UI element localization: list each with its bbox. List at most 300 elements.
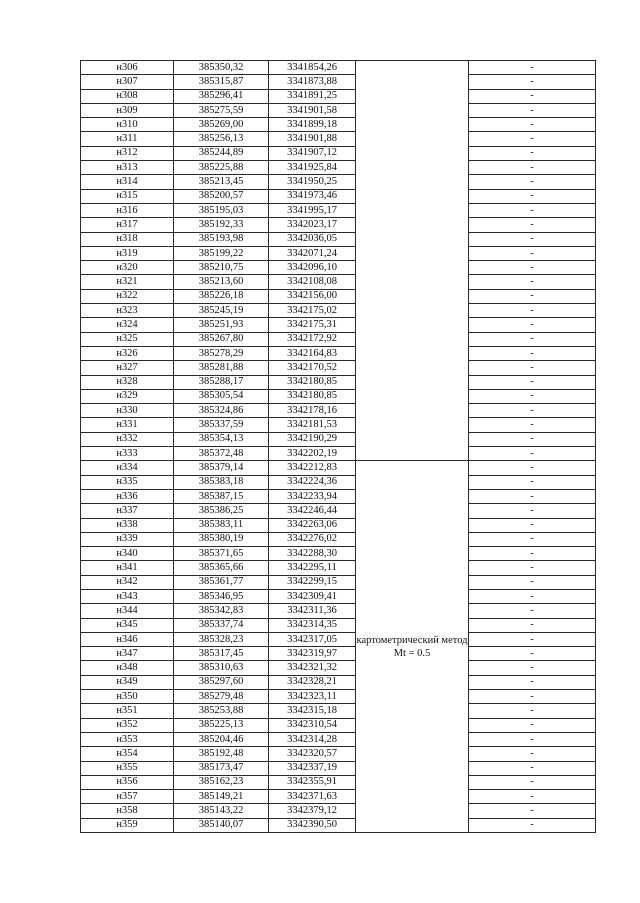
description-cell xyxy=(469,589,596,603)
description-dash: - xyxy=(530,447,534,459)
y-coordinate-cell: 3342178,16 xyxy=(269,404,356,418)
description-cell xyxy=(469,132,596,146)
y-coordinate-cell: 3342276,02 xyxy=(269,532,356,546)
y-coordinate-cell: 3342224,36 xyxy=(269,475,356,489)
table-row xyxy=(81,218,596,232)
y-coordinate-cell: 3342023,17 xyxy=(269,218,356,232)
point-id-cell: н350 xyxy=(81,690,174,704)
y-coordinate-cell: 3342156,00 xyxy=(269,289,356,303)
description-dash: - xyxy=(530,719,534,731)
description-cell xyxy=(469,804,596,818)
y-coordinate-cell: 3342310,54 xyxy=(269,718,356,732)
description-cell xyxy=(469,732,596,746)
point-id-cell: н308 xyxy=(81,89,174,103)
description-cell xyxy=(469,647,596,661)
y-coordinate-cell: 3342108,08 xyxy=(269,275,356,289)
table-row xyxy=(81,475,596,489)
table-row xyxy=(81,618,596,632)
point-id-cell: н314 xyxy=(81,175,174,189)
point-id-cell: н335 xyxy=(81,475,174,489)
description-dash: - xyxy=(530,233,534,245)
description-dash: - xyxy=(530,590,534,602)
description-dash: - xyxy=(530,318,534,330)
y-coordinate-cell: 3341901,58 xyxy=(269,103,356,117)
description-dash: - xyxy=(530,347,534,359)
point-id-cell: н312 xyxy=(81,146,174,160)
description-cell xyxy=(469,747,596,761)
point-id-cell: н345 xyxy=(81,618,174,632)
table-row xyxy=(81,489,596,503)
description-dash: - xyxy=(530,276,534,288)
description-cell xyxy=(469,761,596,775)
description-cell xyxy=(469,289,596,303)
description-cell xyxy=(469,361,596,375)
y-coordinate-cell: 3342096,10 xyxy=(269,261,356,275)
x-coordinate-cell: 385278,29 xyxy=(174,346,269,360)
description-cell xyxy=(469,275,596,289)
y-coordinate-cell: 3342371,63 xyxy=(269,790,356,804)
description-cell xyxy=(469,575,596,589)
description-dash: - xyxy=(530,361,534,373)
table-row xyxy=(81,704,596,718)
x-coordinate-cell: 385365,66 xyxy=(174,561,269,575)
table-row xyxy=(81,818,596,832)
description-dash: - xyxy=(530,90,534,102)
x-coordinate-cell: 385317,45 xyxy=(174,647,269,661)
point-id-cell: н356 xyxy=(81,775,174,789)
point-id-cell: н343 xyxy=(81,589,174,603)
description-cell xyxy=(469,690,596,704)
x-coordinate-cell: 385226,18 xyxy=(174,289,269,303)
table-row xyxy=(81,146,596,160)
table-row xyxy=(81,690,596,704)
y-coordinate-cell: 3342263,06 xyxy=(269,518,356,532)
description-cell xyxy=(469,532,596,546)
description-dash: - xyxy=(530,733,534,745)
description-cell xyxy=(469,461,596,475)
y-coordinate-cell: 3342311,36 xyxy=(269,604,356,618)
y-coordinate-cell: 3341873,88 xyxy=(269,75,356,89)
point-id-cell: н340 xyxy=(81,547,174,561)
y-coordinate-cell: 3342317,05 xyxy=(269,632,356,646)
description-dash: - xyxy=(530,333,534,345)
point-id-cell: н342 xyxy=(81,575,174,589)
point-id-cell: н353 xyxy=(81,732,174,746)
description-cell xyxy=(469,261,596,275)
y-coordinate-cell: 3342295,11 xyxy=(269,561,356,575)
y-coordinate-cell: 3341901,88 xyxy=(269,132,356,146)
y-coordinate-cell: 3342172,92 xyxy=(269,332,356,346)
point-id-cell: н352 xyxy=(81,718,174,732)
description-dash: - xyxy=(530,705,534,716)
description-cell xyxy=(469,218,596,232)
table-row xyxy=(81,361,596,375)
description-cell xyxy=(469,389,596,403)
point-id-cell: н337 xyxy=(81,504,174,518)
point-id-cell: н324 xyxy=(81,318,174,332)
y-coordinate-cell: 3342319,97 xyxy=(269,647,356,661)
description-dash: - xyxy=(530,647,534,659)
y-coordinate-cell: 3342288,30 xyxy=(269,547,356,561)
description-dash: - xyxy=(530,204,534,216)
point-id-cell: н338 xyxy=(81,518,174,532)
description-dash: - xyxy=(530,176,534,188)
description-dash: - xyxy=(530,190,534,202)
table-row xyxy=(81,790,596,804)
description-cell xyxy=(469,518,596,532)
y-coordinate-cell: 3342202,19 xyxy=(269,447,356,461)
y-coordinate-cell: 3342390,50 xyxy=(269,818,356,832)
table-row xyxy=(81,118,596,132)
description-dash: - xyxy=(530,762,534,774)
description-dash: - xyxy=(530,576,534,588)
y-coordinate-cell: 3342337,19 xyxy=(269,761,356,775)
x-coordinate-cell: 385213,60 xyxy=(174,275,269,289)
x-coordinate-cell: 385244,89 xyxy=(174,146,269,160)
table-row xyxy=(81,232,596,246)
description-dash: - xyxy=(530,819,534,831)
point-id-cell: н315 xyxy=(81,189,174,203)
x-coordinate-cell: 385310,63 xyxy=(174,661,269,675)
x-coordinate-cell: 385380,19 xyxy=(174,532,269,546)
y-coordinate-cell: 3341907,12 xyxy=(269,146,356,160)
table-row xyxy=(81,404,596,418)
y-coordinate-cell: 3342164,83 xyxy=(269,346,356,360)
point-id-cell: н358 xyxy=(81,804,174,818)
description-dash: - xyxy=(530,133,534,145)
description-dash: - xyxy=(530,519,534,531)
point-id-cell: н328 xyxy=(81,375,174,389)
x-coordinate-cell: 385269,00 xyxy=(174,118,269,132)
table-row xyxy=(81,561,596,575)
y-coordinate-cell: 3342315,18 xyxy=(269,704,356,718)
y-coordinate-cell: 3342180,85 xyxy=(269,375,356,389)
table-row xyxy=(81,675,596,689)
description-cell xyxy=(469,604,596,618)
x-coordinate-cell: 385350,32 xyxy=(174,61,269,75)
description-dash: - xyxy=(530,776,534,788)
table-row xyxy=(81,203,596,217)
x-coordinate-cell: 385140,07 xyxy=(174,818,269,832)
description-cell xyxy=(469,103,596,117)
table-row xyxy=(81,61,596,75)
x-coordinate-cell: 385281,88 xyxy=(174,361,269,375)
description-cell xyxy=(469,304,596,318)
table-row xyxy=(81,289,596,303)
y-coordinate-cell: 3342212,83 xyxy=(269,461,356,475)
description-dash: - xyxy=(530,390,534,402)
table-row xyxy=(81,589,596,603)
x-coordinate-cell: 385288,17 xyxy=(174,375,269,389)
y-coordinate-cell: 3342379,12 xyxy=(269,804,356,818)
table-row xyxy=(81,632,596,646)
point-id-cell: н306 xyxy=(81,61,174,75)
description-cell xyxy=(469,332,596,346)
description-dash: - xyxy=(530,75,534,87)
x-coordinate-cell: 385383,18 xyxy=(174,475,269,489)
table-row xyxy=(81,447,596,461)
x-coordinate-cell: 385387,15 xyxy=(174,489,269,503)
description-cell xyxy=(469,547,596,561)
coordinates-table-body xyxy=(81,61,596,833)
description-cell xyxy=(469,89,596,103)
y-coordinate-cell: 3342233,94 xyxy=(269,489,356,503)
description-cell xyxy=(469,404,596,418)
x-coordinate-cell: 385210,75 xyxy=(174,261,269,275)
point-id-cell: н332 xyxy=(81,432,174,446)
point-id-cell: н313 xyxy=(81,161,174,175)
table-row xyxy=(81,161,596,175)
description-cell xyxy=(469,203,596,217)
table-row xyxy=(81,75,596,89)
y-coordinate-cell: 3341891,25 xyxy=(269,89,356,103)
description-dash: - xyxy=(530,690,534,702)
table-row xyxy=(81,661,596,675)
point-id-cell: н319 xyxy=(81,246,174,260)
description-dash: - xyxy=(530,562,534,574)
y-coordinate-cell: 3341973,46 xyxy=(269,189,356,203)
description-dash: - xyxy=(530,161,534,173)
description-cell xyxy=(469,447,596,461)
table-row xyxy=(81,332,596,346)
y-coordinate-cell: 3342181,53 xyxy=(269,418,356,432)
y-coordinate-cell: 3342314,28 xyxy=(269,732,356,746)
x-coordinate-cell: 385337,74 xyxy=(174,618,269,632)
description-dash: - xyxy=(530,604,534,616)
description-cell xyxy=(469,189,596,203)
coordinates-table xyxy=(80,60,596,833)
table-row xyxy=(81,804,596,818)
description-dash: - xyxy=(530,490,534,502)
point-id-cell: н316 xyxy=(81,203,174,217)
description-dash: - xyxy=(530,147,534,159)
y-coordinate-cell: 3342321,32 xyxy=(269,661,356,675)
y-coordinate-cell: 3342175,31 xyxy=(269,318,356,332)
description-dash: - xyxy=(530,290,534,302)
x-coordinate-cell: 385193,98 xyxy=(174,232,269,246)
description-cell xyxy=(469,675,596,689)
table-row xyxy=(81,575,596,589)
table-row xyxy=(81,747,596,761)
description-cell xyxy=(469,61,596,75)
description-dash: - xyxy=(530,633,534,645)
x-coordinate-cell: 385162,23 xyxy=(174,775,269,789)
description-cell xyxy=(469,232,596,246)
point-id-cell: н325 xyxy=(81,332,174,346)
point-id-cell: н318 xyxy=(81,232,174,246)
description-cell xyxy=(469,818,596,832)
point-id-cell: н351 xyxy=(81,704,174,718)
y-coordinate-cell: 3342299,15 xyxy=(269,575,356,589)
description-cell xyxy=(469,704,596,718)
y-coordinate-cell: 3342180,85 xyxy=(269,389,356,403)
description-dash: - xyxy=(530,104,534,116)
point-id-cell: н341 xyxy=(81,561,174,575)
description-dash: - xyxy=(530,461,534,473)
x-coordinate-cell: 385305,54 xyxy=(174,389,269,403)
x-coordinate-cell: 385253,88 xyxy=(174,704,269,718)
x-coordinate-cell: 385297,60 xyxy=(174,675,269,689)
description-cell xyxy=(469,432,596,446)
point-id-cell: н322 xyxy=(81,289,174,303)
table-row xyxy=(81,304,596,318)
description-cell xyxy=(469,561,596,575)
x-coordinate-cell: 385256,13 xyxy=(174,132,269,146)
description-cell xyxy=(469,418,596,432)
description-cell xyxy=(469,790,596,804)
x-coordinate-cell: 385143,22 xyxy=(174,804,269,818)
y-coordinate-cell: 3342328,21 xyxy=(269,675,356,689)
description-dash: - xyxy=(530,533,534,545)
x-coordinate-cell: 385337,59 xyxy=(174,418,269,432)
point-id-cell: н310 xyxy=(81,118,174,132)
y-coordinate-cell: 3342314,35 xyxy=(269,618,356,632)
x-coordinate-cell: 385386,25 xyxy=(174,504,269,518)
y-coordinate-cell: 3341950,25 xyxy=(269,175,356,189)
description-dash: - xyxy=(530,619,534,631)
description-dash: - xyxy=(530,118,534,130)
description-cell xyxy=(469,118,596,132)
x-coordinate-cell: 385324,86 xyxy=(174,404,269,418)
method-cell-upper xyxy=(356,61,469,461)
description-cell xyxy=(469,246,596,260)
table-row xyxy=(81,318,596,332)
description-dash: - xyxy=(530,676,534,688)
y-coordinate-cell: 3342190,29 xyxy=(269,432,356,446)
table-row xyxy=(81,761,596,775)
x-coordinate-cell: 385354,13 xyxy=(174,432,269,446)
description-cell xyxy=(469,618,596,632)
x-coordinate-cell: 385275,59 xyxy=(174,103,269,117)
x-coordinate-cell: 385173,47 xyxy=(174,761,269,775)
point-id-cell: н349 xyxy=(81,675,174,689)
description-cell xyxy=(469,489,596,503)
description-dash: - xyxy=(530,504,534,516)
x-coordinate-cell: 385342,83 xyxy=(174,604,269,618)
x-coordinate-cell: 385192,33 xyxy=(174,218,269,232)
table-row xyxy=(81,647,596,661)
table-row xyxy=(81,732,596,746)
table-row xyxy=(81,175,596,189)
y-coordinate-cell: 3342170,52 xyxy=(269,361,356,375)
description-dash: - xyxy=(530,376,534,388)
point-id-cell: н346 xyxy=(81,632,174,646)
table-row xyxy=(81,389,596,403)
x-coordinate-cell: 385346,95 xyxy=(174,589,269,603)
description-dash: - xyxy=(530,662,534,674)
table-row xyxy=(81,604,596,618)
table-row xyxy=(81,89,596,103)
table-row xyxy=(81,103,596,117)
description-dash: - xyxy=(530,304,534,316)
y-coordinate-cell: 3342175,02 xyxy=(269,304,356,318)
x-coordinate-cell: 385195,03 xyxy=(174,203,269,217)
table-row xyxy=(81,532,596,546)
point-id-cell: н355 xyxy=(81,761,174,775)
point-id-cell: н317 xyxy=(81,218,174,232)
description-dash: - xyxy=(530,476,534,488)
description-dash: - xyxy=(530,433,534,445)
table-row xyxy=(81,547,596,561)
point-id-cell: н307 xyxy=(81,75,174,89)
x-coordinate-cell: 385204,46 xyxy=(174,732,269,746)
table-row xyxy=(81,246,596,260)
x-coordinate-cell: 385149,21 xyxy=(174,790,269,804)
x-coordinate-cell: 385328,23 xyxy=(174,632,269,646)
point-id-cell: н344 xyxy=(81,604,174,618)
x-coordinate-cell: 385251,93 xyxy=(174,318,269,332)
point-id-cell: н320 xyxy=(81,261,174,275)
point-id-cell: н357 xyxy=(81,790,174,804)
x-coordinate-cell: 385213,45 xyxy=(174,175,269,189)
point-id-cell: н334 xyxy=(81,461,174,475)
x-coordinate-cell: 385279,48 xyxy=(174,690,269,704)
table-row xyxy=(81,275,596,289)
point-id-cell: н336 xyxy=(81,489,174,503)
x-coordinate-cell: 385315,87 xyxy=(174,75,269,89)
table-row xyxy=(81,504,596,518)
description-cell xyxy=(469,661,596,675)
description-dash: - xyxy=(530,547,534,559)
description-cell xyxy=(469,175,596,189)
point-id-cell: н321 xyxy=(81,275,174,289)
y-coordinate-cell: 3342355,91 xyxy=(269,775,356,789)
point-id-cell: н323 xyxy=(81,304,174,318)
description-dash: - xyxy=(530,61,534,73)
table-row xyxy=(81,189,596,203)
description-cell xyxy=(469,775,596,789)
description-cell xyxy=(469,146,596,160)
x-coordinate-cell: 385199,22 xyxy=(174,246,269,260)
description-cell xyxy=(469,632,596,646)
method-cell-lower: картометрический метод Mt = 0.5 xyxy=(356,461,469,833)
point-id-cell: н309 xyxy=(81,103,174,117)
table-row xyxy=(81,418,596,432)
x-coordinate-cell: 385371,65 xyxy=(174,547,269,561)
description-dash: - xyxy=(530,805,534,817)
table-row xyxy=(81,461,596,475)
point-id-cell: н329 xyxy=(81,389,174,403)
x-coordinate-cell: 385267,80 xyxy=(174,332,269,346)
point-id-cell: н326 xyxy=(81,346,174,360)
description-cell xyxy=(469,504,596,518)
x-coordinate-cell: 385225,13 xyxy=(174,718,269,732)
x-coordinate-cell: 385245,19 xyxy=(174,304,269,318)
description-cell xyxy=(469,475,596,489)
y-coordinate-cell: 3342323,11 xyxy=(269,690,356,704)
table-row xyxy=(81,775,596,789)
description-cell xyxy=(469,161,596,175)
description-dash: - xyxy=(530,247,534,259)
y-coordinate-cell: 3342309,41 xyxy=(269,589,356,603)
table-row xyxy=(81,346,596,360)
description-cell xyxy=(469,75,596,89)
point-id-cell: н327 xyxy=(81,361,174,375)
x-coordinate-cell: 385372,48 xyxy=(174,447,269,461)
table-row xyxy=(81,132,596,146)
table-row xyxy=(81,718,596,732)
description-dash: - xyxy=(530,261,534,273)
x-coordinate-cell: 385200,57 xyxy=(174,189,269,203)
description-dash: - xyxy=(530,404,534,416)
point-id-cell: н359 xyxy=(81,818,174,832)
y-coordinate-cell: 3342036,05 xyxy=(269,232,356,246)
y-coordinate-cell: 3341854,26 xyxy=(269,61,356,75)
x-coordinate-cell: 385379,14 xyxy=(174,461,269,475)
point-id-cell: н311 xyxy=(81,132,174,146)
y-coordinate-cell: 3341995,17 xyxy=(269,203,356,217)
x-coordinate-cell: 385225,88 xyxy=(174,161,269,175)
